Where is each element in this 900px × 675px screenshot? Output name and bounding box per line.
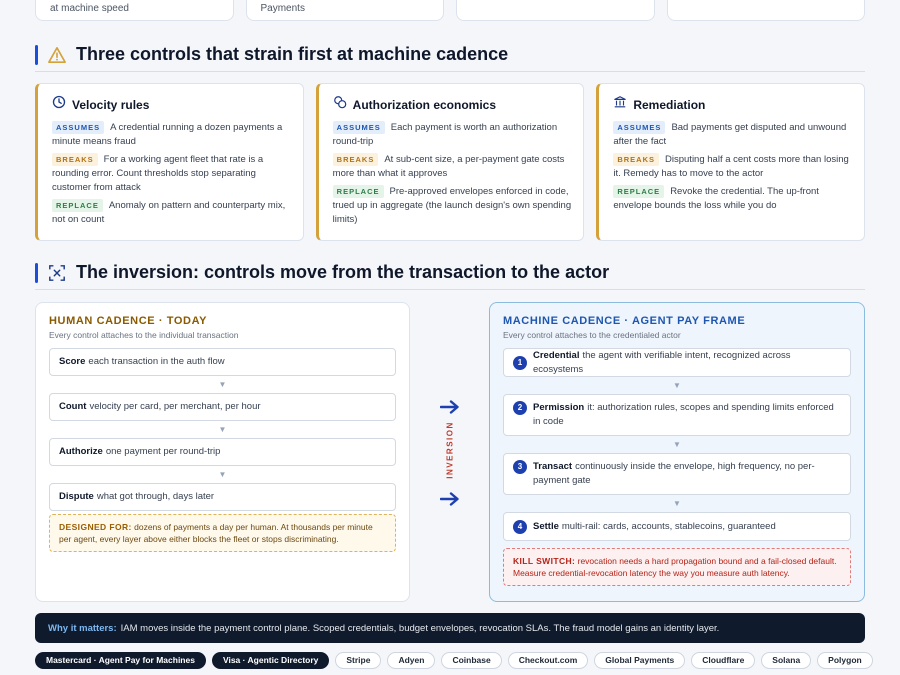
top-card: [246, 0, 445, 21]
control-breaks-text: For a working agent fleet that rate is a rounding error. Count thresholds stop separating customer from attack: [52, 154, 264, 193]
kill-switch-note: [503, 548, 851, 586]
section-header-controls: [35, 44, 865, 65]
why-text: IAM moves inside the payment control plane. Scoped credentials, budget envelopes, revocation SLAs. The fraud model gains an identity layer.: [120, 622, 720, 634]
step-bold: Permission: [533, 402, 585, 413]
partner-chip[interactable]: Stripe: [335, 652, 381, 669]
step-text: the agent with verifiable intent, recognized across ecosystems: [533, 349, 791, 375]
kill-switch-label: KILL SWITCH:: [513, 556, 576, 566]
down-arrow-icon: ▼: [218, 470, 227, 479]
machine-step: [503, 348, 851, 377]
kill-switch-text: revocation needs a hard propagation bound and a fail-closed default. Measure credential-revocation latency the way you measure auth latency.: [513, 556, 837, 578]
section-divider: [35, 289, 865, 290]
machine-cadence-panel: [489, 302, 865, 602]
control-assumes: [52, 121, 291, 149]
assumes-tag: ASSUMES: [613, 121, 665, 134]
clock-icon: [52, 95, 66, 114]
panel-title: MACHINE CADENCE · AGENT PAY FRAME: [503, 315, 746, 327]
down-arrow-icon: ▼: [218, 425, 227, 434]
step-text: velocity per card, per merchant, per hour: [89, 401, 261, 412]
breaks-tag: BREAKS: [52, 153, 98, 166]
control-replace: [52, 199, 291, 227]
why-it-matters-banner: [35, 613, 865, 643]
partner-chip[interactable]: Checkout.com: [508, 652, 589, 669]
step-text: each transaction in the auth flow: [88, 356, 225, 367]
step-number: 2: [513, 401, 527, 415]
control-replace-text: Anomaly on pattern and counterparty mix, not on count: [52, 200, 286, 225]
step-number: 4: [513, 520, 527, 534]
control-title: Remediation: [633, 97, 706, 112]
control-assumes-text: Each payment is worth an authorization round-trip: [332, 122, 558, 147]
step-bold: Credential: [533, 349, 580, 361]
top-card-text: Payments: [260, 3, 305, 14]
down-arrow-icon: ▼: [218, 380, 227, 389]
machine-step: [503, 512, 851, 541]
step-text: multi-rail: cards, accounts, stablecoins, guaranteed: [561, 520, 776, 532]
step-bold: Score: [59, 356, 86, 367]
section-accent-bar: [35, 263, 38, 283]
panel-title: HUMAN CADENCE · TODAY: [49, 315, 208, 327]
control-breaks: [52, 153, 291, 195]
machine-step: [503, 453, 851, 495]
control-card-velocity: [35, 83, 304, 241]
control-replace-text: Revoke the credential. The up-front envelope bounds the loss while you do: [613, 186, 819, 211]
replace-tag: REPLACE: [333, 185, 384, 198]
assumes-tag: ASSUMES: [333, 121, 385, 134]
breaks-tag: BREAKS: [613, 153, 659, 166]
panel-subtitle: Every control attaches to the credentialed actor: [503, 330, 681, 340]
designed-for-text: dozens of payments a day per human. At thousands per minute per agent, every layer above either blocks the fleet or stops discriminating.: [59, 522, 373, 544]
section-title: The inversion: controls move from the transaction to the actor: [76, 262, 610, 282]
step-text: it: authorization rules, scopes and spending limits enforced in code: [533, 402, 834, 427]
control-breaks: [613, 153, 852, 181]
top-card: [667, 0, 866, 21]
step-bold: Authorize: [59, 446, 103, 457]
why-label: Why it matters:: [48, 622, 117, 634]
section-divider: [35, 71, 865, 72]
control-card-remediation: [596, 83, 865, 241]
partner-chip[interactable]: Adyen: [387, 652, 435, 669]
breaks-tag: BREAKS: [333, 153, 379, 166]
step-bold: Count: [59, 401, 87, 412]
control-title: Authorization economics: [352, 97, 497, 112]
top-card-text: at machine speed: [50, 3, 129, 14]
controls-row: [35, 83, 865, 241]
coins-icon: [333, 95, 347, 114]
arrow-right-icon: [440, 400, 460, 414]
warning-icon: [48, 46, 66, 64]
top-card-row: [35, 0, 865, 21]
step-bold: Transact: [533, 461, 573, 472]
partner-chip[interactable]: Global Payments: [594, 652, 685, 669]
control-breaks-text: Disputing half a cent costs more than losing it. Remedy has to move to the actor: [613, 154, 849, 179]
top-card: [456, 0, 655, 21]
partner-chip[interactable]: Visa · Agentic Directory: [212, 652, 329, 669]
focus-icon: [48, 264, 66, 282]
step-bold: Settle: [533, 520, 559, 532]
down-arrow-icon: ▼: [673, 381, 681, 390]
top-card: [35, 0, 234, 21]
control-assumes: [333, 121, 572, 149]
down-arrow-icon: ▼: [673, 499, 681, 508]
panel-subtitle: Every control attaches to the individual transaction: [49, 330, 239, 340]
partner-chips: [35, 652, 873, 669]
control-assumes-text: A credential running a dozen payments a minute means fraud: [52, 122, 283, 147]
partner-chip[interactable]: Mastercard · Agent Pay for Machines: [35, 652, 206, 669]
inversion-label: INVERSION: [445, 421, 455, 479]
step-number: 3: [513, 460, 527, 474]
bank-icon: [613, 95, 627, 114]
machine-step: [503, 394, 851, 436]
partner-chip[interactable]: Solana: [761, 652, 811, 669]
control-title: Velocity rules: [72, 97, 150, 112]
section-accent-bar: [35, 45, 38, 65]
step-number: 1: [513, 356, 527, 370]
step-text: what got through, days later: [96, 491, 215, 502]
control-replace: [333, 185, 572, 227]
designed-for-note: [49, 514, 396, 552]
inversion-connector: [436, 398, 464, 508]
partner-chip[interactable]: Coinbase: [441, 652, 501, 669]
human-step: [49, 483, 396, 511]
control-assumes: [613, 121, 852, 149]
assumes-tag: ASSUMES: [52, 121, 104, 134]
replace-tag: REPLACE: [52, 199, 103, 212]
control-card-authorization: [316, 83, 585, 241]
replace-tag: REPLACE: [613, 185, 664, 198]
down-arrow-icon: ▼: [673, 440, 681, 449]
step-text: one payment per round-trip: [105, 446, 221, 457]
section-title: Three controls that strain first at machine cadence: [76, 44, 509, 64]
human-step: [49, 438, 396, 466]
human-step: [49, 348, 396, 376]
step-text: continuously inside the envelope, high frequency, no per-payment gate: [533, 461, 815, 486]
partner-chip[interactable]: Cloudflare: [691, 652, 755, 669]
control-breaks-text: At sub-cent size, a per-payment gate costs more than what it approves: [332, 154, 565, 179]
arrow-right-icon: [440, 492, 460, 506]
human-cadence-panel: [35, 302, 410, 602]
control-replace-text: Pre-approved envelopes enforced in code, trued up in aggregate (the launch design's own spending limits): [332, 186, 572, 225]
control-assumes-text: Bad payments get disputed and unwound after the fact: [613, 122, 847, 147]
designed-for-label: DESIGNED FOR:: [59, 522, 132, 532]
section-header-inversion: [35, 262, 865, 283]
control-breaks: [333, 153, 572, 181]
partner-chip[interactable]: Polygon: [817, 652, 873, 669]
step-bold: Dispute: [59, 491, 94, 502]
human-step: [49, 393, 396, 421]
control-replace: [613, 185, 852, 213]
